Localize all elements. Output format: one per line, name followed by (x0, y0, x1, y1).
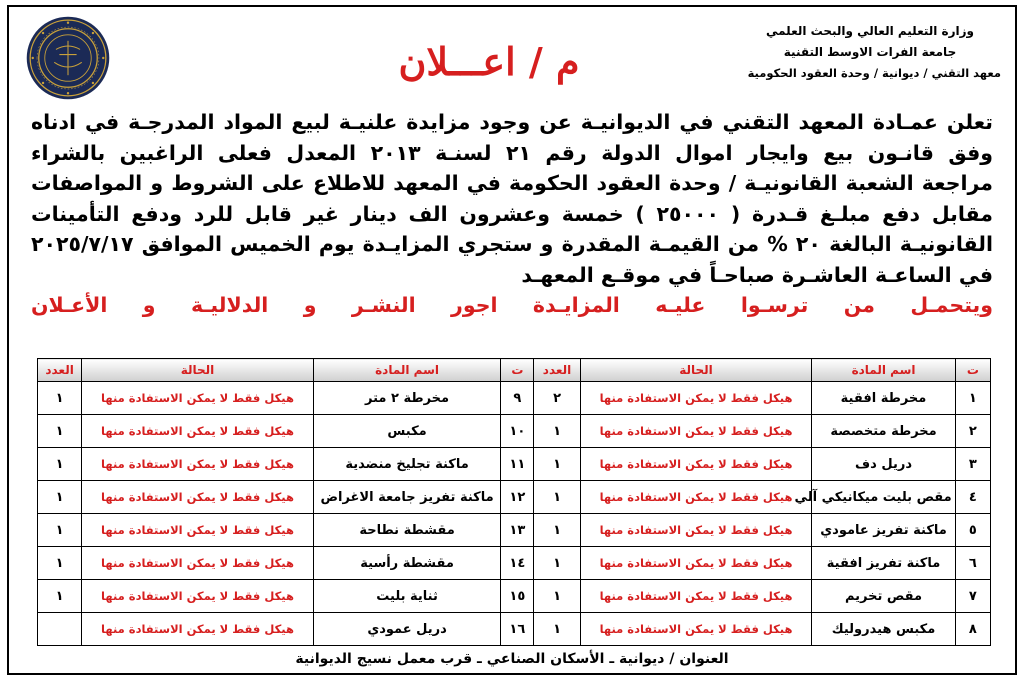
body-line: مراجعة الشعبة القانونيـة / وحدة العقود الحكومة في المعهد للاطلاع على الشروط و المواصفات (31, 171, 993, 195)
item-seq: ١٢ (501, 481, 534, 514)
body-line: القانونيـة البالغة ٢٠ % من القيمـة المقدرة و ستجري المزايـدة يوم الخميس الموافق ٢٠٢٥/٧/١٧ (31, 232, 993, 256)
item-status: هيكل فقط لا يمكن الاستفادة منها (580, 580, 812, 613)
item-material: ماكنة تفريز جامعة الاغراض (313, 481, 501, 514)
header-material: اسم المادة (313, 359, 501, 382)
item-count: ١ (38, 415, 82, 448)
item-material: مقص بليت ميكانيكي آلي (812, 481, 955, 514)
item-seq: ١٠ (501, 415, 534, 448)
item-material: ثناية بليت (313, 580, 501, 613)
body-line: وفق قانـون بيع وايجار اموال الدولة رقم ٢١ لسنـة ٢٠١٣ المعدل فعلى الراغبين بالشراء (31, 140, 994, 165)
header-status: الحالة (580, 359, 812, 382)
item-material: مكبس هيدروليك (812, 613, 955, 646)
item-seq: ١٤ (501, 547, 534, 580)
item-status: هيكل فقط لا يمكن الاستفادة منها (82, 613, 314, 646)
header-material: اسم المادة (812, 359, 955, 382)
item-status: هيكل فقط لا يمكن الاستفادة منها (82, 382, 314, 415)
header-count: العدد (38, 359, 82, 382)
item-count: ١ (534, 448, 580, 481)
item-seq: ١١ (501, 448, 534, 481)
item-seq: ٦ (955, 547, 990, 580)
item-seq: ١٣ (501, 514, 534, 547)
table-row (38, 580, 991, 613)
item-count (38, 613, 82, 646)
item-seq: ١ (955, 382, 990, 415)
item-material: مقشطة رأسية (313, 547, 501, 580)
item-count: ١ (534, 547, 580, 580)
item-status: هيكل فقط لا يمكن الاستفادة منها (580, 613, 812, 646)
table-header-row (38, 359, 991, 382)
ministry-name: وزارة التعليم العالي والبحث العلمي (765, 24, 975, 38)
university-seal-icon (25, 15, 111, 101)
ministry-header (745, 21, 1001, 84)
item-status: هيكل فقط لا يمكن الاستفادة منها (580, 514, 812, 547)
item-material: مقشطة نطاحة (313, 514, 501, 547)
item-count: ١ (534, 514, 580, 547)
item-count: ١ (38, 514, 82, 547)
header-status: الحالة (82, 359, 314, 382)
item-count: ١ (534, 580, 580, 613)
item-status: هيكل فقط لا يمكن الاستفادة منها (82, 580, 314, 613)
item-material: ماكنة تفريز عامودي (812, 514, 955, 547)
table-row (38, 613, 991, 646)
item-material: ماكنة تفريز افقية (812, 547, 955, 580)
table-row (38, 514, 991, 547)
item-material: دريل عمودي (313, 613, 501, 646)
item-material: ماكنة تجليخ منضدية (313, 448, 501, 481)
item-material: مخرطة افقية (812, 382, 955, 415)
item-count: ٢ (534, 382, 580, 415)
university-name: جامعة الفرات الاوسط التقنية (783, 45, 957, 59)
item-count: ١ (38, 547, 82, 580)
item-count: ١ (534, 415, 580, 448)
item-count: ١ (38, 481, 82, 514)
item-status: هيكل فقط لا يمكن الاستفادة منها (82, 481, 314, 514)
item-seq: ٢ (955, 415, 990, 448)
item-status: هيكل فقط لا يمكن الاستفادة منها (580, 448, 812, 481)
table-row (38, 415, 991, 448)
item-seq: ١٥ (501, 580, 534, 613)
cost-notice: ويتحمـل من ترسـوا عليـه المزايـدة اجور النشـر و الدلاليـة و الأعـلان (31, 293, 993, 317)
item-status: هيكل فقط لا يمكن الاستفادة منها (580, 481, 812, 514)
header-seq: ت (501, 359, 534, 382)
item-status: هيكل فقط لا يمكن الاستفادة منها (580, 415, 812, 448)
item-count: ١ (534, 613, 580, 646)
body-line: مقابل دفع مبلـغ قـدرة ( ٢٥٠٠٠ ) خمسة وعشرون الف دينار غير قابل للرد ودفع التأمينات (31, 201, 993, 226)
item-count: ١ (38, 580, 82, 613)
item-seq: ٧ (955, 580, 990, 613)
item-status: هيكل فقط لا يمكن الاستفادة منها (82, 514, 314, 547)
item-material: مكبس (313, 415, 501, 448)
body-line: في الساعـة العاشـرة صباحـاً في موقـع المعهـد (521, 262, 993, 287)
item-status: هيكل فقط لا يمكن الاستفادة منها (580, 547, 812, 580)
auction-items-table (37, 358, 991, 646)
institute-name: معهد التقني / ديوانية / وحدة العقود الحكومية (747, 66, 1001, 80)
item-seq: ٤ (955, 481, 990, 514)
announcement-page (7, 5, 1017, 675)
item-material: مخرطة ٢ متر (313, 382, 501, 415)
item-seq: ٣ (955, 448, 990, 481)
item-status: هيكل فقط لا يمكن الاستفادة منها (82, 415, 314, 448)
item-status: هيكل فقط لا يمكن الاستفادة منها (82, 448, 314, 481)
footer-address: العنوان / ديوانية ـ الأسكان الصناعي ـ قرب معمل نسيج الديوانية (295, 651, 729, 667)
table-row (38, 448, 991, 481)
header-seq: ت (955, 359, 990, 382)
item-material: مقص تخريم (812, 580, 955, 613)
item-seq: ٥ (955, 514, 990, 547)
item-count: ١ (38, 382, 82, 415)
item-seq: ٨ (955, 613, 990, 646)
table-row (38, 382, 991, 415)
item-count: ١ (534, 481, 580, 514)
announcement-title: م / اعـــلان (398, 39, 580, 84)
item-status: هيكل فقط لا يمكن الاستفادة منها (580, 382, 812, 415)
item-seq: ١٦ (501, 613, 534, 646)
item-material: مخرطة متخصصة (812, 415, 955, 448)
table-row (38, 547, 991, 580)
item-status: هيكل فقط لا يمكن الاستفادة منها (82, 547, 314, 580)
body-line: تعلن عمـادة المعهد التقني في الديوانيـة عن وجود مزايدة علنيـة لبيع المواد المدرجـة في ادناه (31, 110, 993, 134)
announcement-body (31, 107, 993, 321)
item-count: ١ (38, 448, 82, 481)
item-seq: ٩ (501, 382, 534, 415)
header-count: العدد (534, 359, 580, 382)
table-row (38, 481, 991, 514)
item-material: دريل دف (812, 448, 955, 481)
